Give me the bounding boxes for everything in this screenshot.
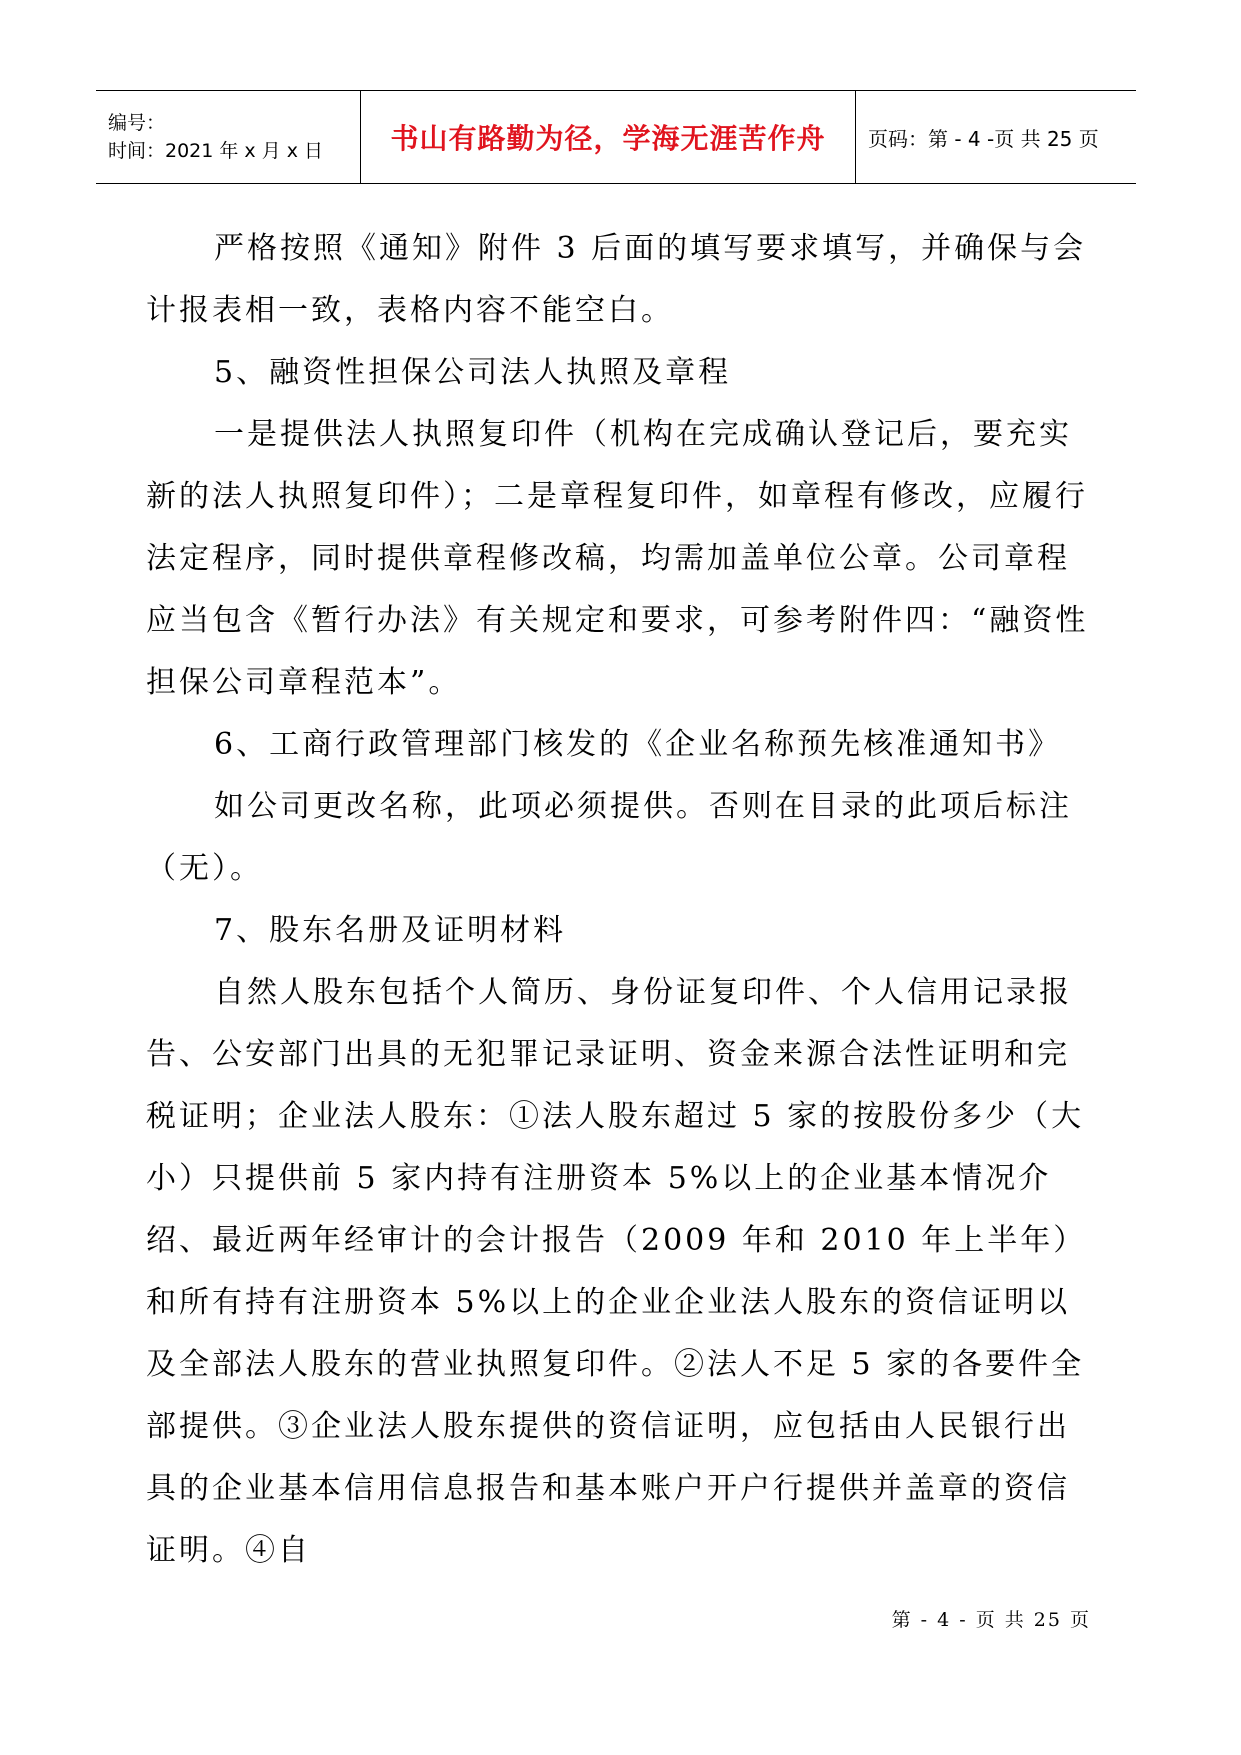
page-header: [96, 90, 1136, 184]
header-page-info: 页码：第 - 4 -页 共 25 页: [868, 126, 1099, 151]
document-time: 时间：2021 年 x 月 x 日: [108, 140, 324, 162]
page-footer: 第 - 4 - 页 共 25 页: [891, 1609, 1091, 1631]
header-meta: [96, 91, 361, 183]
document-number-label: 编号：: [108, 112, 166, 134]
section-heading: 7、股东名册及证明材料: [214, 913, 567, 948]
document-body: [146, 218, 1091, 1582]
section-heading: 6、工商行政管理部门核发的《企业名称预先核准通知书》: [214, 727, 1062, 762]
paragraph: 严格按照《通知》附件 3 后面的填写要求填写，并确保与会计报表相一致，表格内容不能空白。: [146, 231, 1087, 328]
section-heading: 5、融资性担保公司法人执照及章程: [214, 355, 732, 390]
paragraph: 自然人股东包括个人简历、身份证复印件、个人信用记录报告、公安部门出具的无犯罪记录证明、资金来源合法性证明和完税证明；企业法人股东：①法人股东超过 5 家的按股份多少（大小）只提供前 5 家内持有注册资本 5%以上的企业基本情况介绍、最近两年经审计的会计报告（2009 年和 2010 年上半年）和所有持有注册资本 5%以上的企业企业法人股东的资信证明以及全部法人股东的营业执照复印件。②法人不足 5 家的各要件全部提供。③企业法人股东提供的资信证明，应包括由人民银行出具的企业基本信用信息报告和基本账户开户行提供并盖章的资信证明。④自: [146, 975, 1087, 1568]
paragraph: 如公司更改名称，此项必须提供。否则在目录的此项后标注（无）。: [146, 789, 1072, 886]
header-motto: 书山有路勤为径，学海无涯苦作舟: [361, 91, 856, 183]
paragraph: 一是提供法人执照复印件（机构在完成确认登记后，要充实新的法人执照复印件）；二是章程复印件，如章程有修改，应履行法定程序，同时提供章程修改稿，均需加盖单位公章。公司章程应当包含《暂行办法》有关规定和要求，可参考附件四：“融资性担保公司章程范本”。: [146, 417, 1089, 700]
